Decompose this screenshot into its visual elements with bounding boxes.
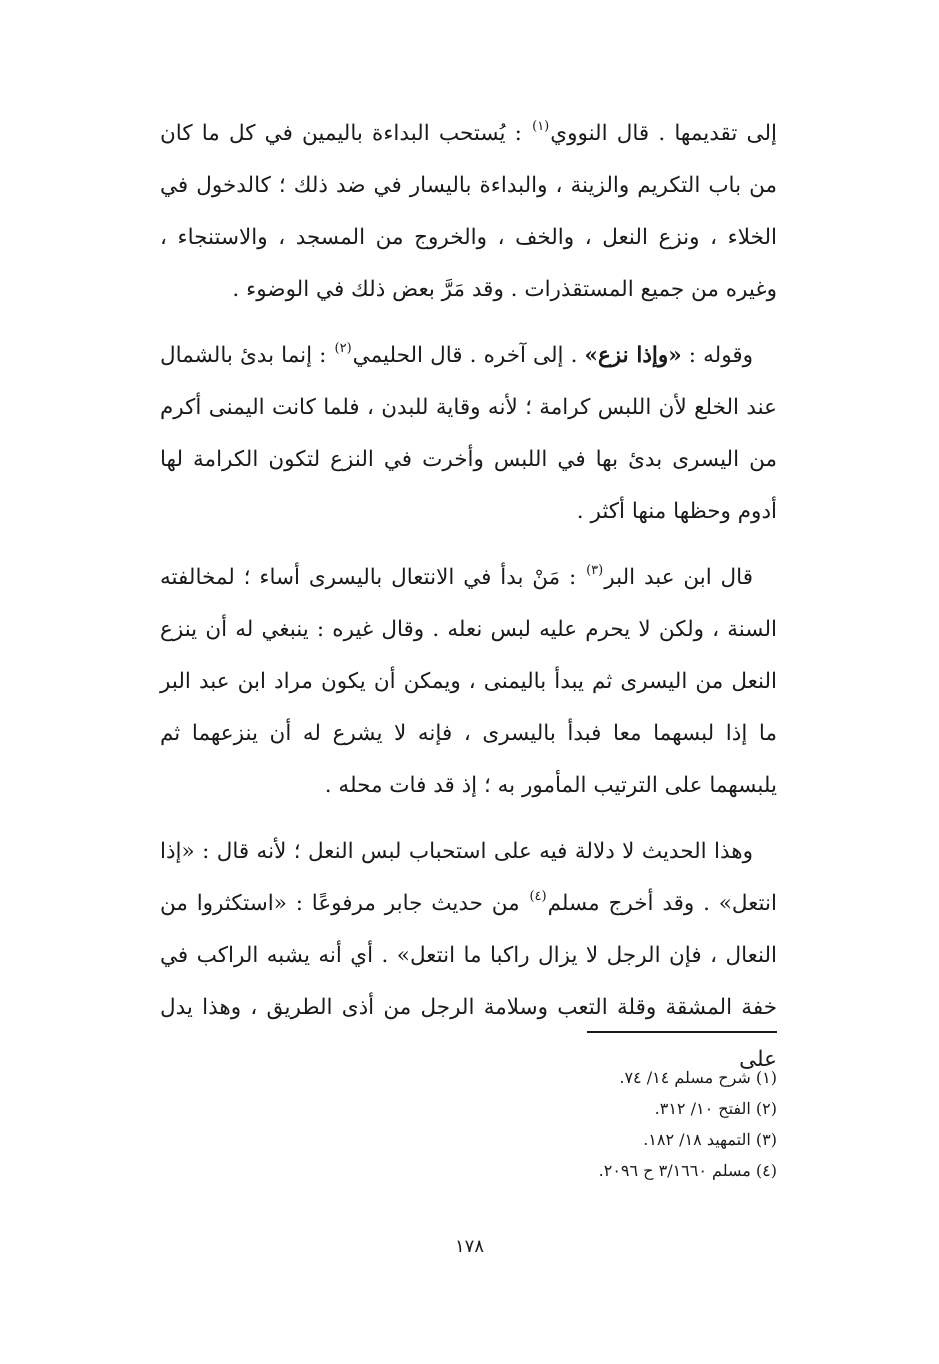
paragraph: [160, 330, 777, 538]
page-number: ١٧٨: [454, 1236, 484, 1257]
footnotes: [377, 1062, 777, 1186]
footnote-marker: (١): [532, 119, 550, 134]
footnote: (٤) مسلم ٣/١٦٦٠ ح ٢٠٩٦.: [598, 1161, 777, 1180]
footnote: (٣) التمهيد ١٨/ ١٨٢.: [643, 1130, 777, 1149]
footnote-separator: [587, 1031, 777, 1033]
text-run: قال ابن عبد البر: [604, 565, 753, 590]
text-run: . إلى آخره . قال الحليمي: [352, 343, 585, 368]
footnote-marker: (٢): [334, 341, 352, 356]
paragraph: [160, 826, 777, 1086]
paragraph: [160, 552, 777, 812]
text-run: وهذا الحديث لا دلالة فيه على استحباب لبس النعل ؛ لأنه قال : «إذا انتعل» . وقد أخرج مسلم: [160, 839, 778, 916]
text-run: من حديث جابر مرفوعًا : «استكثروا من النعال ، فإن الرجل لا يزال راكبا ما انتعل» . أي أنه يشبه الراكب في خفة المشقة وقلة التعب وسلامة الرجل من أذى الطريق ، وهذا يدل على: [160, 891, 777, 1072]
text-run: : مَنْ بدأ في الانتعال باليسرى أساء ؛ لمخالفته السنة ، ولكن لا يحرم عليه لبس نعله . وقال غيره : ينبغي له أن ينزع النعل من اليسرى ثم يبدأ باليمنى ، ويمكن أن يكون مراد ابن عبد البر ما إذا لبسهما معا فبدأ باليسرى ، فإنه لا يشرع له أن ينزعهما ثم يلبسهما على الترتيب المأمور به ؛ إذ قد فات محله .: [160, 565, 777, 798]
quoted-hadith-text: «وإذا نزع»: [584, 343, 682, 368]
footnote: (٢) الفتح ١٠/ ٣١٢.: [654, 1099, 777, 1118]
main-text: [160, 108, 777, 1086]
paragraph: [160, 108, 777, 316]
footnote-marker: (٤): [529, 889, 547, 904]
text-run: : يُستحب البداءة باليمين في كل ما كان من باب التكريم والزينة ، والبداءة باليسار في ضد ذلك ؛ كالدخول في الخلاء ، ونزع النعل ، والخف ، والخروج من المسجد ، والاستنجاء ، وغيره من جميع المستقذرات . وقد مَرَّ بعض ذلك في الوضوء .: [160, 121, 777, 302]
text-run: وقوله :: [681, 343, 753, 368]
footnote: (١) شرح مسلم ١٤/ ٧٤.: [619, 1068, 777, 1087]
text-run: : إنما بدئ بالشمال عند الخلع لأن اللبس كرامة ؛ لأنه وقاية للبدن ، فلما كانت اليمنى أكرم من اليسرى بدئ بها في اللبس وأخرت في النزع لتكون الكرامة لها أدوم وحظها منها أكثر .: [160, 343, 777, 524]
footnote-marker: (٣): [586, 563, 604, 578]
text-run: إلى تقديمها . قال النووي: [550, 121, 778, 146]
